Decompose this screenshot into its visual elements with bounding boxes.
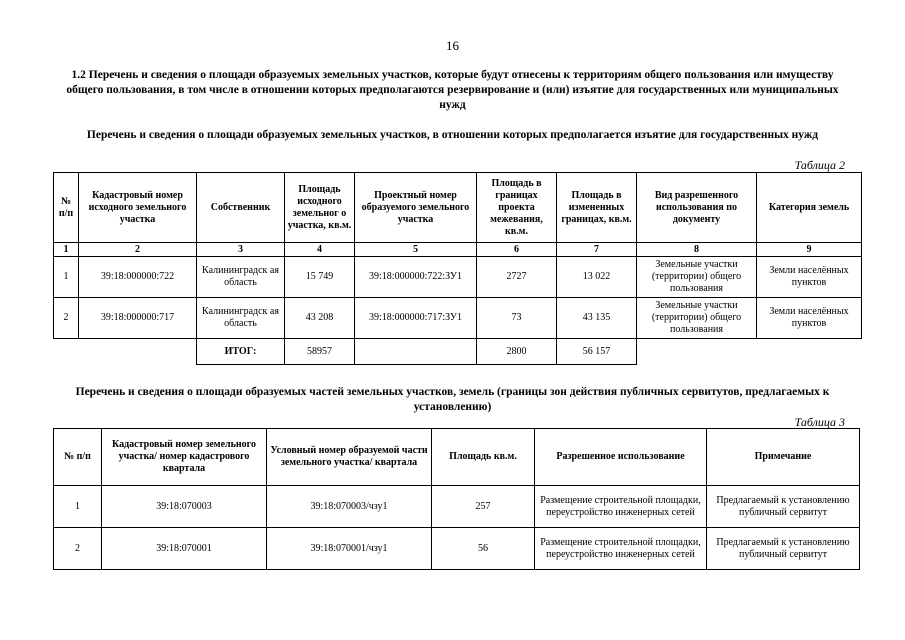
total-area-changed: 56 157 bbox=[557, 339, 637, 365]
table3-header-cell: Примечание bbox=[707, 429, 860, 486]
colnum-cell: 2 bbox=[79, 243, 197, 257]
table-row bbox=[54, 257, 862, 298]
total-empty-cell bbox=[355, 339, 477, 365]
table2-caption: Таблица 2 bbox=[794, 158, 845, 172]
table2-cell: Калининградск ая область bbox=[197, 298, 285, 339]
colnum-cell: 1 bbox=[54, 243, 79, 257]
table3-cell: Размещение строительной площадки, переустройство инженерных сетей bbox=[535, 528, 707, 570]
table2-cell: 15 749 bbox=[285, 257, 355, 298]
table2-total-row bbox=[54, 339, 862, 365]
table3-header-row bbox=[54, 429, 860, 486]
table-row bbox=[54, 528, 860, 570]
colnum-cell: 5 bbox=[355, 243, 477, 257]
table2-cell: 39:18:000000:717 bbox=[79, 298, 197, 339]
table2-cell: 2 bbox=[54, 298, 79, 339]
colnum-cell: 9 bbox=[757, 243, 862, 257]
table2-header-cell: Категория земель bbox=[757, 173, 862, 243]
table2-header-cell: № п/п bbox=[54, 173, 79, 243]
table2-colnum-row bbox=[54, 243, 862, 257]
table2-cell: Земли населённых пунктов bbox=[757, 257, 862, 298]
table2-cell: Земли населённых пунктов bbox=[757, 298, 862, 339]
table2-cell: 43 135 bbox=[557, 298, 637, 339]
table2-cell: 73 bbox=[477, 298, 557, 339]
table3-cell: 39:18:070003 bbox=[102, 486, 267, 528]
table3-header-cell: Условный номер образуемой части земельного участка/ квартала bbox=[267, 429, 432, 486]
table2-header-cell: Проектный номер образуемого земельного участка bbox=[355, 173, 477, 243]
table2-header-cell: Площадь исходного земельног о участка, кв.м. bbox=[285, 173, 355, 243]
table2-cell: 39:18:000000:722 bbox=[79, 257, 197, 298]
table2-heading: Перечень и сведения о площади образуемых земельных участков, в отношении которых предполагается изъятие для государственных нужд bbox=[86, 129, 819, 141]
total-area-original: 58957 bbox=[285, 339, 355, 365]
page-number: 16 bbox=[446, 38, 459, 53]
section-heading: 1.2 Перечень и сведения о площади образуемых земельных участков, которые будут отнесены к территориям общего пользования или имуществу общего пользования, в том числе в отношении которых предполагаются резервирование и (или) изъятие для государственных или муниципальных нужд bbox=[66, 69, 839, 111]
table3-cell: 1 bbox=[54, 486, 102, 528]
table3-cell: 56 bbox=[432, 528, 535, 570]
table-2 bbox=[53, 172, 862, 365]
table2-header-cell: Собственник bbox=[197, 173, 285, 243]
table2-header-cell: Кадастровый номер исходного земельного участка bbox=[79, 173, 197, 243]
table-3 bbox=[53, 428, 860, 570]
table2-cell: 39:18:000000:717:ЗУ1 bbox=[355, 298, 477, 339]
table2-cell: 13 022 bbox=[557, 257, 637, 298]
table3-header-cell: Разрешенное использование bbox=[535, 429, 707, 486]
table3-heading: Перечень и сведения о площади образуемых частей земельных участков, земель (границы зон действия публичных сервитутов, предлагаемых к установлению) bbox=[75, 386, 830, 413]
table3-cell: Предлагаемый к установлению публичный сервитут bbox=[707, 528, 860, 570]
colnum-cell: 7 bbox=[557, 243, 637, 257]
colnum-cell: 6 bbox=[477, 243, 557, 257]
table-row bbox=[54, 298, 862, 339]
colnum-cell: 4 bbox=[285, 243, 355, 257]
table3-header-cell: Площадь кв.м. bbox=[432, 429, 535, 486]
table2-header-cell: Вид разрешенного использования по документу bbox=[637, 173, 757, 243]
table2-header-cell: Площадь в измененных границах, кв.м. bbox=[557, 173, 637, 243]
table2-cell: 39:18:000000:722:ЗУ1 bbox=[355, 257, 477, 298]
table2-cell: Земельные участки (территории) общего пользования bbox=[637, 298, 757, 339]
table3-cell: Предлагаемый к установлению публичный сервитут bbox=[707, 486, 860, 528]
table3-cell: 257 bbox=[432, 486, 535, 528]
table3-header-cell: № п/п bbox=[54, 429, 102, 486]
table2-cell: Земельные участки (территории) общего пользования bbox=[637, 257, 757, 298]
table3-cell: 39:18:070001 bbox=[102, 528, 267, 570]
colnum-cell: 3 bbox=[197, 243, 285, 257]
table3-cell: 39:18:070003/чзу1 bbox=[267, 486, 432, 528]
colnum-cell: 8 bbox=[637, 243, 757, 257]
table2-header-cell: Площадь в границах проекта межевания, кв.м. bbox=[477, 173, 557, 243]
total-label: ИТОГ: bbox=[197, 339, 285, 365]
total-area-project: 2800 bbox=[477, 339, 557, 365]
table3-cell: 39:18:070001/чзу1 bbox=[267, 528, 432, 570]
table3-cell: 2 bbox=[54, 528, 102, 570]
table2-cell: Калининградск ая область bbox=[197, 257, 285, 298]
table3-caption: Таблица 3 bbox=[794, 415, 845, 429]
table2-header-row bbox=[54, 173, 862, 243]
table3-cell: Размещение строительной площадки, переустройство инженерных сетей bbox=[535, 486, 707, 528]
table2-cell: 43 208 bbox=[285, 298, 355, 339]
table3-header-cell: Кадастровый номер земельного участка/ номер кадастрового квартала bbox=[102, 429, 267, 486]
table2-cell: 1 bbox=[54, 257, 79, 298]
table-row bbox=[54, 486, 860, 528]
table2-cell: 2727 bbox=[477, 257, 557, 298]
